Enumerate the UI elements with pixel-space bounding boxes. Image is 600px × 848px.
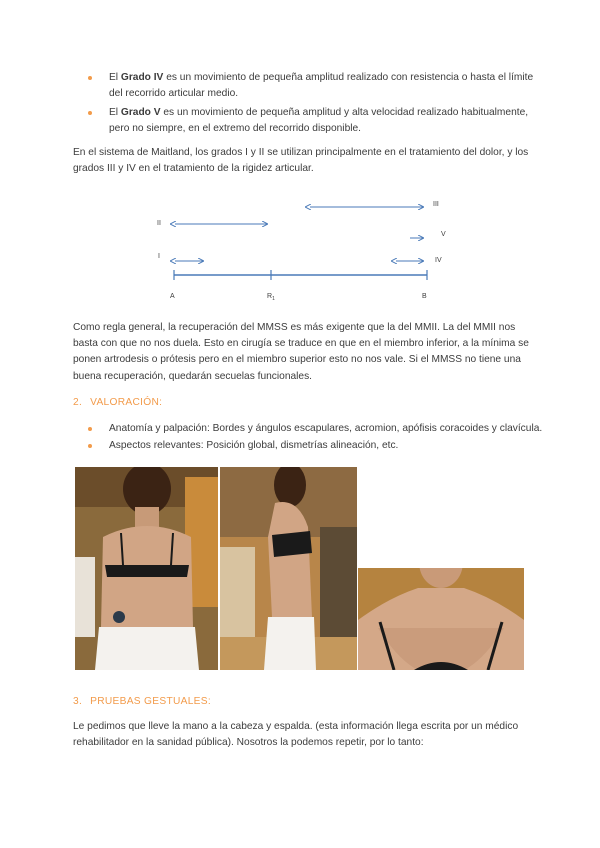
grades-list	[88, 70, 548, 137]
text-run: es un movimiento de pequeña amplitud y alta velocidad realizado habitualmente, pero no siempre, en el extremo del recorrido disponible.	[109, 107, 529, 134]
side-view-photo	[220, 467, 357, 670]
valoracion-list	[88, 421, 548, 454]
list-item	[88, 105, 548, 137]
list-item	[88, 438, 548, 454]
bold-term: Grado IV	[120, 72, 164, 83]
grade-iv-label: IV	[435, 257, 442, 264]
text-run: El	[109, 107, 121, 118]
shoulders-photo	[358, 568, 524, 670]
grade-i-label: I	[158, 253, 160, 260]
pruebas-paragraph: Le pedimos que lleve la mano a la cabeza y espalda. (esta información llega escrita por un médico rehabilitador en la sanidad pública). Nosotros la podemos repetir, por lo tanto:	[73, 721, 519, 749]
text-run: Aspectos relevantes: Posición global, dismetrías alineación, etc.	[109, 440, 399, 451]
text-run: es un movimiento de pequeña amplitud realizado con resistencia o hasta el límite del recorrido articular medio.	[109, 72, 534, 99]
axis-label-r1: $R_1$	[267, 293, 275, 302]
section-title: VALORACIÓN:	[90, 397, 163, 408]
grade-ii-label: II	[157, 220, 161, 227]
maitland-paragraph: En el sistema de Maitland, los grados I y II se utilizan principalmente en el tratamiento del dolor, y los grados III y IV en el tratamiento de la rigidez articular.	[73, 147, 529, 175]
back-view-photo	[75, 467, 218, 670]
bullet-dot-icon	[88, 76, 92, 80]
axis-label-b: B	[422, 293, 427, 300]
grade-iii-label: III	[433, 201, 439, 208]
list-item	[88, 421, 548, 437]
bullet-dot-icon	[88, 111, 92, 115]
section-3-heading	[73, 696, 211, 707]
section-number: 3.	[73, 696, 83, 707]
section-number: 2.	[73, 397, 83, 408]
bold-term: Grado V	[120, 107, 161, 118]
grade-v-label: V	[441, 231, 446, 238]
text-run: Anatomía y palpación: Bordes y ángulos escapulares, acromion, apófisis coracoides y clavícula.	[109, 423, 543, 434]
bullet-dot-icon	[88, 427, 92, 431]
axis-label-a: A	[170, 293, 175, 300]
text-run: El	[109, 72, 121, 83]
bullet-dot-icon	[88, 444, 92, 448]
movement-grades-diagram	[140, 190, 460, 310]
list-item	[88, 70, 548, 102]
mmss-paragraph: Como regla general, la recuperación del MMSS es más exigente que la del MMII. La del MMII nos basta con que no nos duela. Esto en cirugía se traduce en que en el miembro inferior, a la mínima se ponen artrodesis o prótesis pero en el miembro superior esto no nos vale. Si el MMSS no tiene una buena recuperación, quedarán secuelas funcionales.	[73, 322, 529, 382]
section-2-heading	[73, 397, 162, 408]
section-title: PRUEBAS GESTUALES:	[90, 696, 212, 707]
